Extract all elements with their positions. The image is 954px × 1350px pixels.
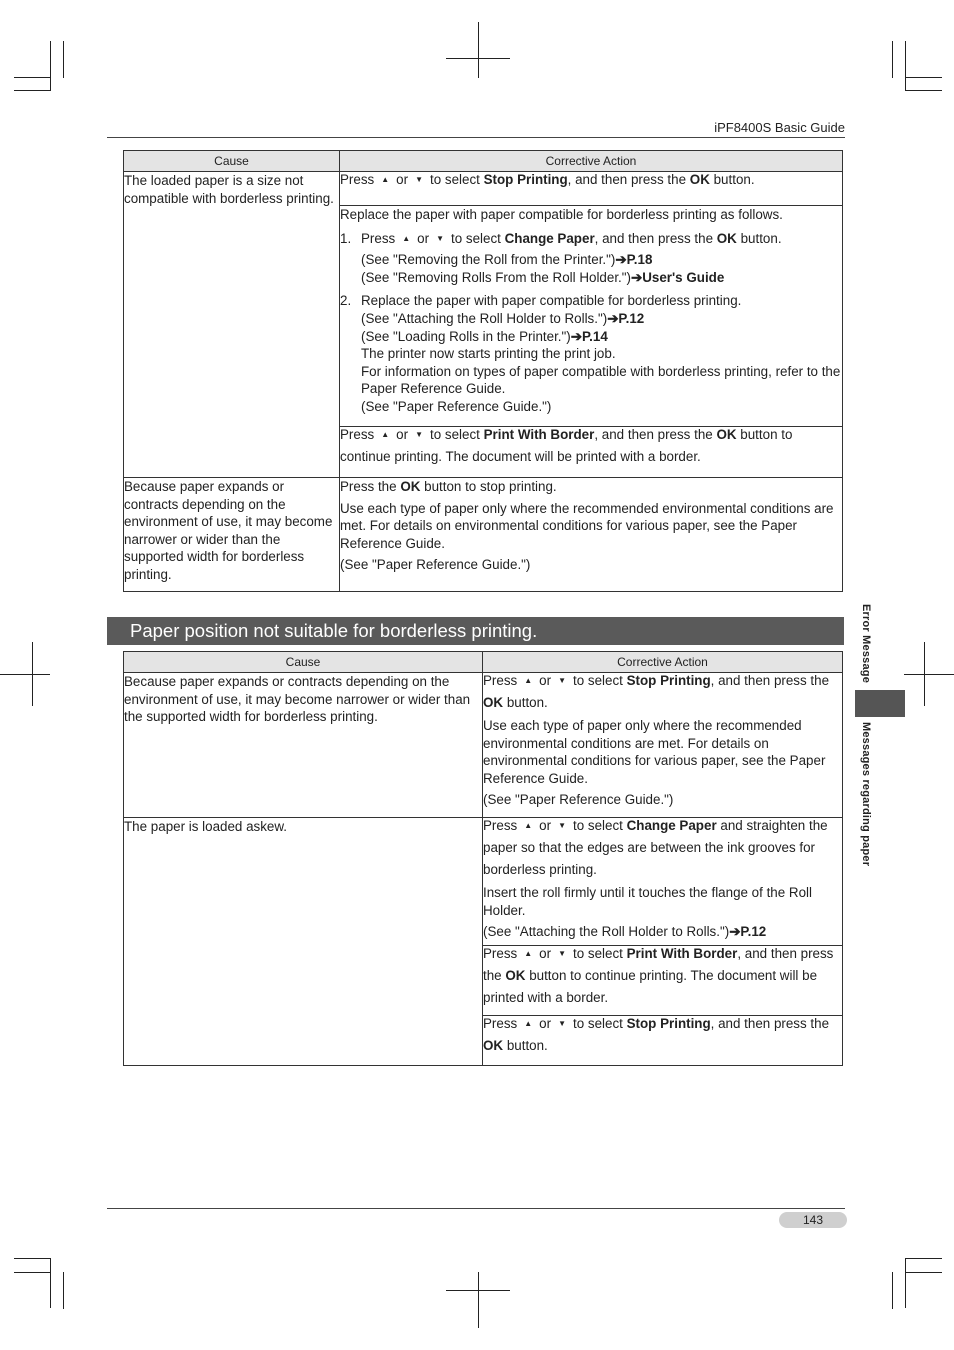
table-row [124,673,843,818]
table-row [124,818,843,946]
page-link[interactable]: P.12 [740,924,767,940]
chapter-label: Error Message [860,604,872,684]
section-title: Paper position not suitable for borderless printing. [107,617,844,645]
cause-cell: The paper is loaded askew. [124,818,483,1066]
up-triangle-icon: ▲ [524,1019,533,1028]
action-cell: Press ▲ or ▼ to select Print With Border, and then press the OK button to continue printing. The document will be printed with a border. [340,427,843,478]
right-arrow-icon: ➔ [607,310,619,326]
action-cell: Press ▲ or ▼ to select Stop Printing, and then press the OK button. [483,1016,843,1066]
right-arrow-icon: ➔ [570,328,582,344]
page-link[interactable]: P.18 [626,252,653,268]
down-triangle-icon: ▼ [415,430,423,439]
up-triangle-icon: ▲ [524,821,533,830]
table-row [124,172,843,206]
column-header-cause: Cause [124,652,483,673]
down-triangle-icon: ▼ [558,949,566,958]
down-triangle-icon: ▼ [558,676,566,685]
up-triangle-icon: ▲ [381,430,390,439]
page-link[interactable]: P.14 [581,328,608,344]
page-number: 143 [779,1212,847,1228]
footer-rule [107,1208,845,1209]
action-cell: Press the OK button to stop printing. Use each type of paper only where the recommended environmental conditions are met. For details on environmental conditions for various paper, see the Paper Reference Guide. (See "Paper Reference Guide.") [340,478,843,592]
down-triangle-icon: ▼ [558,1019,566,1028]
up-triangle-icon: ▲ [381,175,390,184]
down-triangle-icon: ▼ [436,233,444,243]
cause-cell: Because paper expands or contracts depending on the environment of use, it may become narrower or wider than the supported width for borderless printing. [124,673,483,818]
up-triangle-icon: ▲ [402,233,411,243]
action-cell: Replace the paper with paper compatible for borderless printing as follows. 1. Press ▲ or ▼ to select Change Paper, and then press the OK button. (See "Removing the Roll from the Printer.")➔P.18 (See "Removing Rolls From the Roll Holder.")➔User's Guide 2. Replace the paper with paper compatible for borderless printing. (See "Attaching the Roll Holder to Rolls.")➔P.12 (See "Loading Rolls in the Printer.")➔P.14 The printer now starts printing the print job. For information on types of paper compatible with borderless printing, refer to the Paper Reference Guide. (See "Paper Reference Guide.") [340,206,843,427]
down-triangle-icon: ▼ [558,821,566,830]
column-header-action: Corrective Action [483,652,843,673]
right-arrow-icon: ➔ [615,252,627,268]
page-link[interactable]: P.12 [618,310,645,326]
cause-cell: Because paper expands or contracts depending on the environment of use, it may become narrower or wider than the supported width for borderless printing. [124,478,340,592]
section-label: Messages regarding paper [860,722,872,867]
error-table-1 [123,150,843,592]
up-triangle-icon: ▲ [524,676,533,685]
down-triangle-icon: ▼ [415,175,423,184]
action-cell: Press ▲ or ▼ to select Stop Printing, and then press the OK button. [340,172,843,206]
right-arrow-icon: ➔ [630,269,643,285]
guide-title: iPF8400S Basic Guide [714,120,845,135]
right-arrow-icon: ➔ [729,924,741,940]
action-cell: Press ▲ or ▼ to select Print With Border, and then press the OK button to continue printing. The document will be printed with a border. [483,946,843,1016]
table-row [124,478,843,592]
action-cell: Press ▲ or ▼ to select Stop Printing, and then press the OK button. Use each type of paper only where the recommended environmental conditions are met. For details on environmental conditions for various paper, see the Paper Reference Guide. (See "Paper Reference Guide.") [483,673,843,818]
column-header-action: Corrective Action [340,151,843,172]
action-cell: Press ▲ or ▼ to select Change Paper and straighten the paper so that the edges are between the ink grooves for borderless printing. Insert the roll firmly until it touches the flange of the Roll Holder. (See "Attaching the Roll Holder to Rolls.")➔P.12 [483,818,843,946]
error-table-2 [123,651,843,1066]
cause-cell: The loaded paper is a size not compatible with borderless printing. [124,172,340,478]
column-header-cause: Cause [124,151,340,172]
up-triangle-icon: ▲ [524,949,533,958]
guide-link[interactable]: User's Guide [642,269,725,285]
side-tab-marker [855,690,905,717]
header-rule [107,137,845,138]
